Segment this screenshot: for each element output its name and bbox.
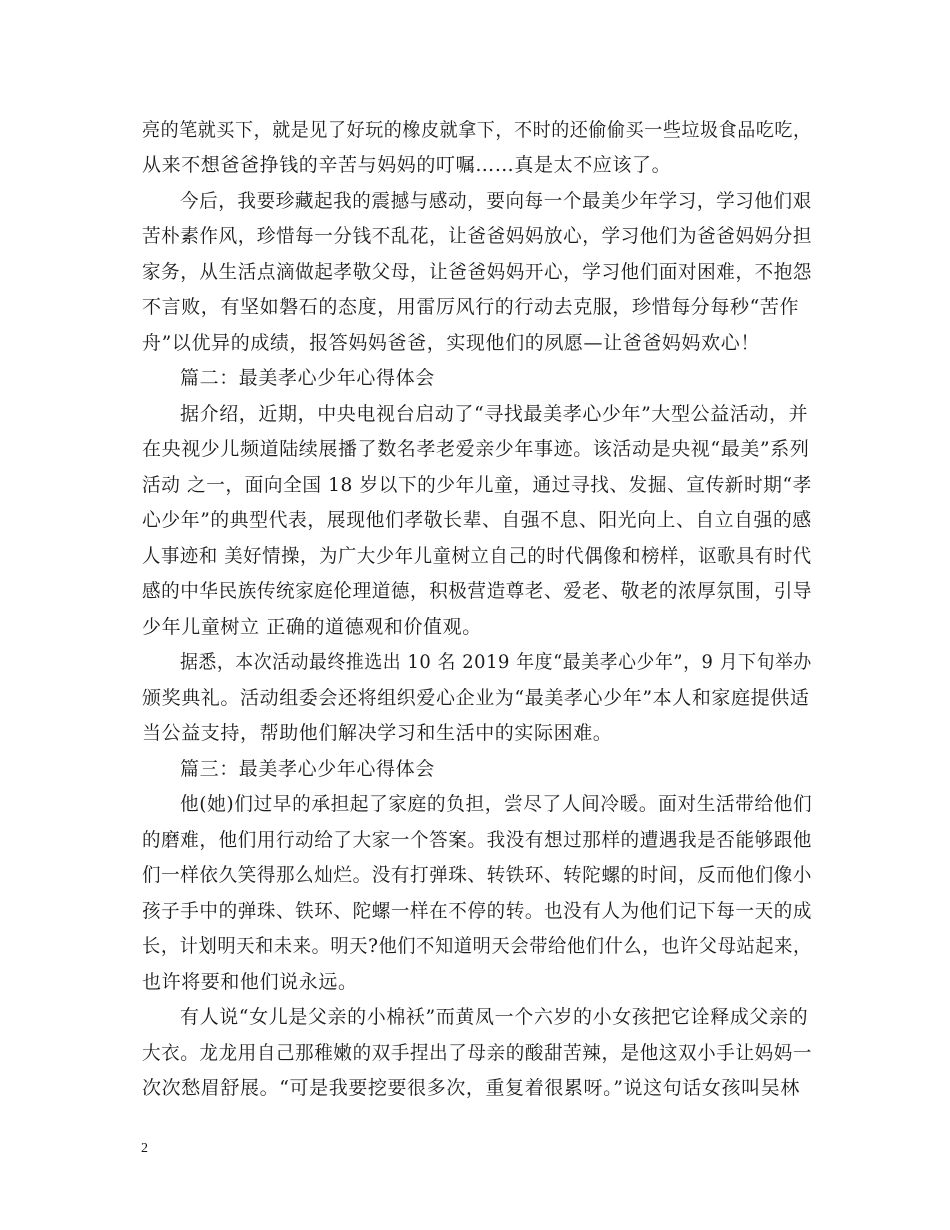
body-text-line: 长，计划明天和未来。明天?他们不知道明天会带给他们什么，也许父母站起来， <box>142 935 812 957</box>
body-text-line: 活动 之一，面向全国 18 岁以下的少年儿童，通过寻找、发掘、宣传新时期“孝 <box>142 474 812 496</box>
body-text-line: 今后，我要珍藏起我的震撼与感动，要向每一个最美少年学习，学习他们艰 <box>180 190 812 212</box>
body-text-line: 据悉，本次活动最终推选出 10 名 2019 年度“最美孝心少年”，9 月下旬举办 <box>180 651 812 673</box>
body-text-line: 们一样依久笑得那么灿烂。没有打弹珠、转铁环、转陀螺的时间，反而他们像小 <box>142 864 813 886</box>
body-text-line: 感的中华民族传统家庭伦理道德，积极营造尊老、爱老、敬老的浓厚氛围，引导 <box>142 580 813 602</box>
body-text-line: 舟”以优异的成绩，报答妈妈爸爸，实现他们的夙愿—让爸爸妈妈欢心！ <box>142 332 760 354</box>
body-text-line: 颁奖典礼。活动组委会还将组织爱心企业为“最美孝心少年”本人和家庭提供适 <box>142 687 810 709</box>
page-number: 2 <box>141 1141 148 1156</box>
body-text-line: 亮的笔就买下，就是见了好玩的橡皮就拿下，不时的还偷偷买一些垃圾食品吃吃， <box>142 119 812 141</box>
body-text-line: 的磨难，他们用行动给了大家一个答案。我没有想过那样的遭遇我是否能够跟他 <box>142 829 813 851</box>
body-text-line: 家务，从生活点滴做起孝敬父母，让爸爸妈妈开心，学习他们面对困难，不抱怨 <box>142 261 813 283</box>
body-text-line: 不言败，有坚如磐石的态度，用雷厉风行的行动去克服，珍惜每分每秒“苦作 <box>142 296 800 318</box>
body-text-line: 有人说“女儿是父亲的小棉袄”而黄凤一个六岁的小女孩把它诠释成父亲的 <box>180 1006 809 1028</box>
section-heading: 篇三：最美孝心少年心得体会 <box>180 758 435 780</box>
body-text-line: 少年儿童树立 正确的道德观和价值观。 <box>142 616 482 638</box>
body-text-line: 当公益支持，帮助他们解决学习和生活中的实际困难。 <box>142 722 613 744</box>
body-text-line: 据介绍，近期，中央电视台启动了“寻找最美孝心少年”大型公益活动，并 <box>180 403 809 425</box>
body-text-line: 也许将要和他们说永远。 <box>142 971 358 993</box>
section-heading: 篇二：最美孝心少年心得体会 <box>180 367 435 389</box>
body-text-line: 苦朴素作风，珍惜每一分钱不乱花，让爸爸妈妈放心，学习他们为爸爸妈妈分担 <box>142 225 813 247</box>
body-text-line: 大衣。龙龙用自己那稚嫩的双手捏出了母亲的酸甜苦辣，是他这双小手让妈妈一 <box>142 1042 813 1064</box>
body-text-line: 在央视少儿频道陆续展播了数名孝老爱亲少年事迹。该活动是央视“最美”系列 <box>142 438 810 460</box>
body-text-line: 人事迹和 美好情操，为广大少年儿童树立自己的时代偶像和榜样，讴歌具有时代 <box>142 545 812 567</box>
body-text-line: 从来不想爸爸挣钱的辛苦与妈妈的叮嘱……真是太不应该了。 <box>142 154 672 176</box>
body-text-line: 次次愁眉舒展。“可是我要挖要很多次，重复着很累呀。”说这句话女孩叫吴林 <box>142 1077 800 1099</box>
body-text-line: 心少年”的典型代表，展现他们孝敬长辈、自强不息、阳光向上、自立自强的感 <box>142 509 812 531</box>
body-text-line: 孩子手中的弹珠、铁环、陀螺一样在不停的转。也没有人为他们记下每一天的成 <box>142 900 813 922</box>
body-text-line: 他(她)们过早的承担起了家庭的负担，尝尽了人间冷暖。面对生活带给他们 <box>180 793 813 815</box>
